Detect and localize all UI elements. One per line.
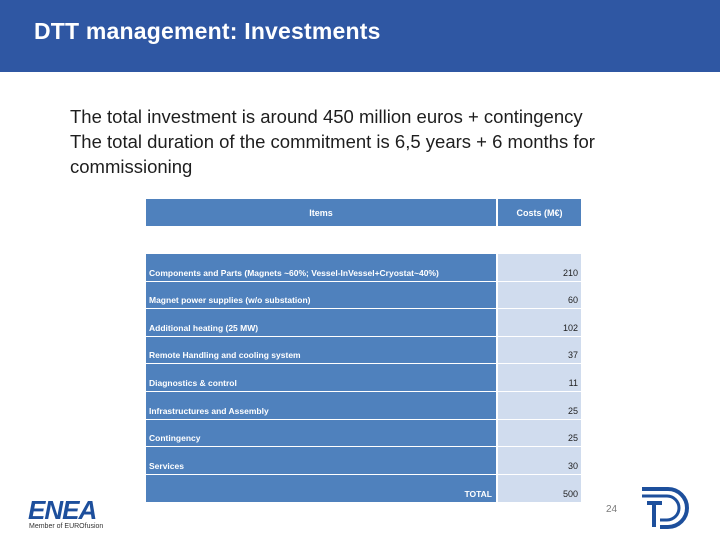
investment-table — [146, 199, 581, 502]
row-cost-value: 30 — [498, 447, 581, 475]
page-number: 24 — [606, 504, 618, 515]
bullet-total-investment: The total investment is around 450 million euros + contingency — [70, 106, 583, 127]
column-header-items: Items — [146, 199, 496, 226]
table-total-row — [146, 474, 581, 502]
table-row — [146, 364, 581, 392]
table-row — [146, 336, 581, 364]
column-header-costs: Costs (M€) — [498, 199, 581, 226]
row-item-label: Additional heating (25 MW) — [146, 309, 496, 337]
row-item-label: Components and Parts (Magnets ~60%; Vessel-InVessel+Cryostat~40%) — [146, 254, 496, 282]
row-cost-value: 25 — [498, 392, 581, 420]
enea-logo — [28, 497, 118, 533]
table-row — [146, 281, 581, 309]
bullet-total-duration: The total duration of the commitment is 6,5 years + 6 months for commissioning — [70, 131, 595, 177]
enea-logo-wordmark: ENEA — [28, 495, 97, 525]
table-row — [146, 419, 581, 447]
row-item-label: Contingency — [146, 419, 496, 447]
row-cost-value: 11 — [498, 364, 581, 392]
table-row — [146, 447, 581, 475]
table-row — [146, 309, 581, 337]
total-label: TOTAL — [146, 474, 496, 502]
row-item-label: Infrastructures and Assembly — [146, 392, 496, 420]
row-cost-value: 60 — [498, 281, 581, 309]
row-cost-value: 102 — [498, 309, 581, 337]
row-item-label: Diagnostics & control — [146, 364, 496, 392]
table-row — [146, 254, 581, 282]
table-row — [146, 392, 581, 420]
slide-title: DTT management: Investments — [34, 18, 381, 44]
slide-header — [0, 0, 720, 72]
bullet-list — [70, 104, 670, 179]
row-cost-value: 37 — [498, 336, 581, 364]
table-header-row — [146, 199, 581, 226]
total-cost-value: 500 — [498, 474, 581, 502]
dtt-logo-icon — [638, 485, 690, 531]
enea-logo-subtitle: Member of EUROfusion — [29, 523, 104, 530]
row-cost-value: 25 — [498, 419, 581, 447]
row-item-label: Services — [146, 447, 496, 475]
table-gap — [146, 226, 581, 254]
row-cost-value: 210 — [498, 254, 581, 282]
row-item-label: Magnet power supplies (w/o substation) — [146, 281, 496, 309]
row-item-label: Remote Handling and cooling system — [146, 336, 496, 364]
